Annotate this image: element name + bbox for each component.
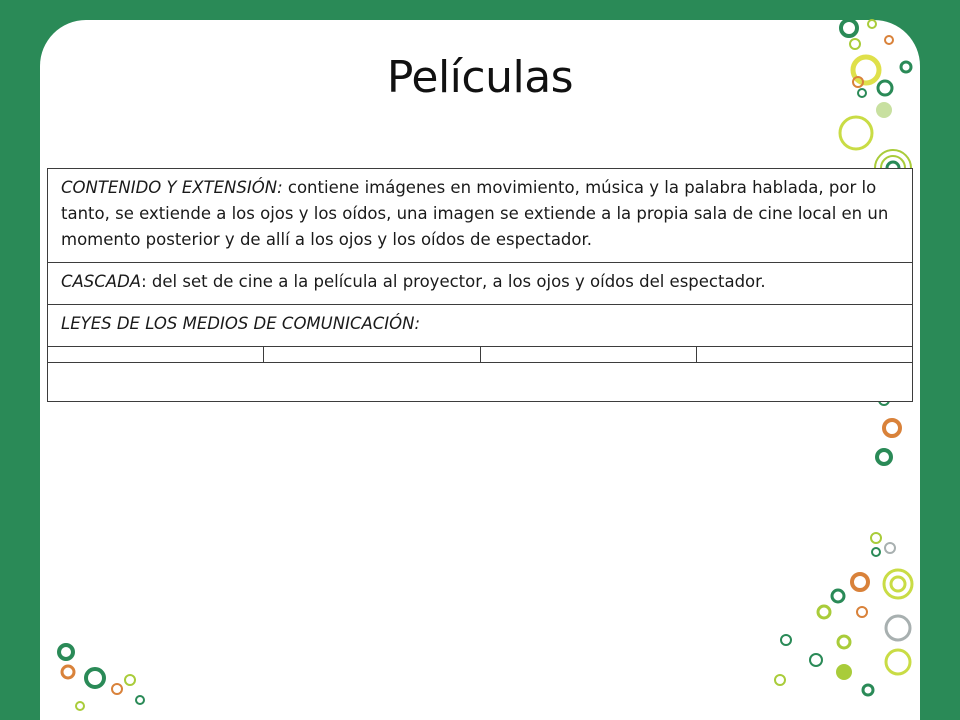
leyes-label: LEYES DE LOS MEDIOS DE COMUNICACIÓN: — [61, 314, 421, 333]
page-title: Películas — [386, 52, 574, 103]
table-row — [48, 169, 913, 263]
cascada-label: CASCADA — [61, 272, 142, 291]
table-row — [48, 263, 913, 305]
empty-cell — [48, 363, 913, 402]
table-row — [48, 347, 913, 363]
leyes-cell — [48, 305, 913, 347]
law-obsoleto-cell — [264, 347, 480, 363]
contenido-text: contiene imágenes en movimiento, música y la palabra hablada, por lo tanto, se extiende a los ojos y los oídos, una imagen se extiende a la propia sala de cine local en un momento posterior y de allí a los ojos y los oídos de espectador. — [61, 178, 889, 249]
law-invierte-cell — [696, 347, 912, 363]
media-laws-table — [47, 168, 913, 402]
law-mejora-cell — [48, 347, 264, 363]
contenido-label: CONTENIDO Y EXTENSIÓN: — [61, 178, 283, 197]
cascada-text: : del set de cine a la película al proyector, a los ojos y oídos del espectador. — [141, 272, 766, 291]
table-row — [48, 305, 913, 347]
contenido-cell — [48, 169, 913, 263]
law-recupera-cell — [480, 347, 696, 363]
cascada-cell — [48, 263, 913, 305]
table-row — [48, 363, 913, 402]
